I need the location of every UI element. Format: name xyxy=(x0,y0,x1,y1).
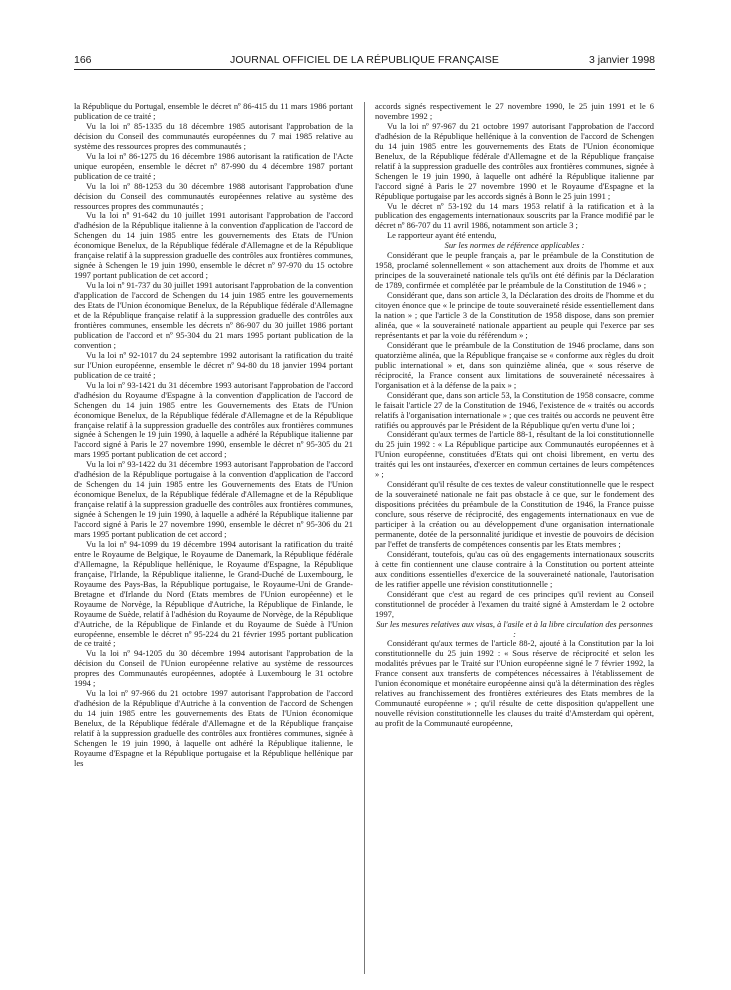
header-rule xyxy=(74,69,655,70)
paragraph: Vu la loi nº 92-1017 du 24 septembre 1992 autorisant la ratification du traité sur l'Union européenne, ensemble le décret nº 94-80 du 18 janvier 1994 portant publication de ce traité ; xyxy=(74,349,353,380)
paragraph: Vu la loi nº 91-737 du 30 juillet 1991 autorisant l'approbation de la convention d'application de l'accord de Schengen du 14 juin 1985 entre les gouvernements des Etats de l'Union économique Benelux, de la République fédérale d'Allemagne et de la République française relatif à la suppression graduelle des contrôles aux frontières communes, ensemble les décrets nº 86-907 du 30 juillet 1986 portant publication de l'accord et nº 95-304 du 21 mars 1995 portant publication de la convention ; xyxy=(74,280,353,350)
paragraph: Considérant qu'il résulte de ces textes de valeur constitutionnelle que le respect de la souveraineté nationale ne fait pas obstacle à ce que, sur le fondement des dispositions précitées du préambule de la Constitution de 1946, la France puisse conclure, sous réserve de réciprocité, des engagements internationaux en vue de participer à la création ou au développement d'une organisation internationale permanente, dotée de la personnalité juridique et investie de pouvoirs de décision par l'effet de transferts de compétences consentis par les Etats membres ; xyxy=(375,479,654,549)
paragraph: Vu la loi nº 88-1253 du 30 décembre 1988 autorisant l'approbation d'une décision du Conseil des communautés européennes relative au système des ressources propres des communautés ; xyxy=(74,180,353,211)
right-column xyxy=(375,102,654,982)
paragraph: Considérant que le peuple français a, par le préambule de la Constitution de 1958, proclamé solennellement « son attachement aux droits de l'homme et aux principes de la souveraineté nationale tels qu'ils ont été définis par la Déclaration de 1789, confirmée et complétée par le préambule de la Constitution de 1946 » ; xyxy=(375,250,654,291)
paragraph: Vu la loi nº 91-642 du 10 juillet 1991 autorisant l'approbation de l'accord d'adhésion de la République italienne à la convention d'application de l'accord de Schengen du 14 juin 1985 entre les gouvernements des Etats de l'Union économique Benelux, de la République fédérale d'Allemagne et de la République française relatif à la suppression graduelle des contrôles aux frontières communes, signée à Schengen le 19 juin 1990, ensemble le décret nº 97-970 du 15 octobre 1997 portant publication de cet accord ; xyxy=(74,210,353,281)
paragraph: Vu la loi nº 86-1275 du 16 décembre 1986 autorisant la ratification de l'Acte unique européen, ensemble le décret nº 87-990 du 4 décembre 1987 portant publication de ce traité ; xyxy=(74,150,353,181)
paragraph: Vu la loi nº 85-1335 du 18 décembre 1985 autorisant l'approbation de la décision du Conseil des communautés européennes du 7 mai 1985 relative au système des ressources propres des communautés ; xyxy=(74,120,353,151)
paragraph: la République du Portugal, ensemble le décret nº 86-415 du 11 mars 1986 portant publication de ce traité ; xyxy=(74,101,353,121)
paragraph: Considérant, toutefois, qu'au cas où des engagements internationaux souscrits à cette fin contiennent une clause contraire à la Constitution ou portent atteinte aux conditions essentielles d'exercice de la souveraineté nationale, l'autorisation de les ratifier appelle une révision constitutionnelle ; xyxy=(375,548,654,589)
paragraph: Considérant qu'aux termes de l'article 88-1, résultant de la loi constitutionnelle du 25 juin 1992 : « La République participe aux Communautés européennes et à l'Union européenne, constituées d'Etats qui ont choisi librement, en vertu des traités qui les ont instaurées, d'exercer en commun certaines de leurs compétences » ; xyxy=(375,429,654,480)
issue-date: 3 janvier 1998 xyxy=(589,54,655,66)
page-header xyxy=(74,54,655,70)
paragraph: Considérant qu'aux termes de l'article 88-2, ajouté à la Constitution par la loi constitutionnelle du 25 juin 1992 : « Sous réserve de réciprocité et selon les modalités prévues par le Traité sur l'Union européenne signé le 7 février 1992, la France consent aux transferts de compétences nécessaires à l'établissement de l'union économique et monétaire européenne ainsi qu'à la détermination des règles relatives au franchissement des frontières extérieures des Etats membres de la Communauté européenne » ; qu'il résulte de cette disposition qu'appellent une nouvelle révision constitutionnelle les clauses du traité d'Amsterdam qui opèrent, au profit de la Communauté européenne, xyxy=(375,638,654,729)
paragraph: Considérant que c'est au regard de ces principes qu'il revient au Conseil constitutionnel de procéder à l'examen du traité signé à Amsterdam le 2 octobre 1997, xyxy=(375,588,654,619)
paragraph: Sur les mesures relatives aux visas, à l'asile et à la libre circulation des personnes : xyxy=(376,618,653,639)
paragraph: Considérant que le préambule de la Constitution de 1946 proclame, dans son quatorzième alinéa, que la République française se « conforme aux règles du droit public international » et, dans son quinzième alinéa, que « sous réserve de réciprocité, la France consent aux limitations de souveraineté nécessaires à l'organisation et à la défense de la paix » ; xyxy=(375,339,654,390)
paragraph: Vu la loi nº 94-1099 du 19 décembre 1994 autorisant la ratification du traité entre le Royaume de Belgique, le Royaume de Danemark, la République fédérale d'Allemagne, la République hellénique, le Royaume d'Espagne, la République française, l'Irlande, la République italienne, le Grand-Duché de Luxembourg, le Royaume des Pays-Bas, la République portugaise, le Royaume-Uni de Grande-Bretagne et d'Irlande du Nord (Etats membres de l'Union européenne) et le Royaume de Norvège, la République d'Autriche, la République de Finlande, le Royaume de Suède, relatif à l'adhésion du Royaume de Norvège, de la République d'Autriche, de la République de Finlande et du Royaume de Suède à l'Union européenne, ensemble le décret nº 95-224 du 21 février 1995 portant publication de ce traité ; xyxy=(74,538,353,649)
paragraph: Considérant que, dans son article 3, la Déclaration des droits de l'homme et du citoyen énonce que « le principe de toute souveraineté réside essentiellement dans la nation » ; que l'article 3 de la Constitution de 1958 dispose, dans son premier alinéa, que « la souveraineté nationale appartient au peuple qui l'exerce par ses représentants et par la voie du référendum » ; xyxy=(375,290,654,340)
paragraph: Vu la loi nº 97-966 du 21 octobre 1997 autorisant l'approbation de l'accord d'adhésion de la République d'Autriche à la convention de l'accord de Schengen du 14 juin 1985 entre les gouvernements des Etats de l'Union économique Benelux, de la République fédérale d'Allemagne et de la République française relatif à la suppression graduelle des contrôles aux frontières communes, signée à Schengen le 19 juin 1990, à laquelle ont adhéré la République italienne, le Royaume d'Espagne et la République portugaise et la République hellénique par les xyxy=(74,688,353,768)
journal-title: JOURNAL OFFICIEL DE LA RÉPUBLIQUE FRANÇAISE xyxy=(230,54,499,66)
column-divider xyxy=(364,102,365,974)
left-column xyxy=(74,102,353,982)
paragraph: Le rapporteur ayant été entendu, xyxy=(387,230,497,241)
paragraph: Considérant que, dans son article 53, la Constitution de 1958 consacre, comme le faisait l'article 27 de la Constitution de 1946, l'existence de « traités ou accords relatifs à l'organisation internationale » ; que ces traités ou accords ne peuvent être ratifiés ou approuvés par le Président de la République qu'en vertu d'une loi ; xyxy=(375,389,654,430)
paragraph: accords signés respectivement le 27 novembre 1990, le 25 juin 1991 et le 6 novembre 1992 ; xyxy=(375,101,654,121)
paragraph: Vu la loi nº 93-1421 du 31 décembre 1993 autorisant l'approbation de l'accord d'adhésion du Royaume d'Espagne à la convention d'application de l'accord de Schengen du 14 juin 1985 entre les Gouvernements des Etats de l'Union économique Benelux, de la République fédérale d'Allemagne et de la République française relatif à la suppression graduelle des contrôles aux frontières communes signée à Schengen le 19 juin 1990, à laquelle a adhéré la République italienne par l'accord signé à Paris le 27 novembre 1990, ensemble le décret nº 95-305 du 21 mars 1995 portant publication de cet accord ; xyxy=(74,379,353,460)
paragraph: Vu le décret nº 53-192 du 14 mars 1953 relatif à la ratification et à la publication des engagements internationaux souscrits par la France modifié par le décret nº 86-707 du 11 avril 1986, notamment son article 3 ; xyxy=(375,200,654,231)
page-number: 166 xyxy=(74,54,92,66)
paragraph: Sur les normes de référence applicables : xyxy=(444,240,585,251)
paragraph: Vu la loi nº 94-1205 du 30 décembre 1994 autorisant l'approbation de la décision du Conseil de l'Union européenne relative au système de ressources propres des Communautés européennes, adoptée à Luxembourg le 31 octobre 1994 ; xyxy=(74,648,353,689)
paragraph: Vu la loi nº 97-967 du 21 octobre 1997 autorisant l'approbation de l'accord d'adhésion de la République hellénique à la convention de l'accord de Schengen du 14 juin 1985 entre les gouvernements des Etats de l'Union économique Benelux, de la République fédérale d'Allemagne et de la République française relatif à la suppression graduelle des contrôles aux frontières communes, signée à Schengen le 19 juin 1990, à laquelle ont adhéré la République italienne par l'accord signé à Paris le 27 novembre 1990 et le Royaume d'Espagne et la République portugaise par les accords signés à Bonn le 25 juin 1991 ; xyxy=(375,120,654,201)
paragraph: Vu la loi nº 93-1422 du 31 décembre 1993 autorisant l'approbation de l'accord d'adhésion de la République portugaise à la convention d'application de l'accord de Schengen du 14 juin 1985 entre les Gouvernements des Etats de l'Union économique Benelux, de la République fédérale d'Allemagne et de la République française relatif à la suppression graduelle des contrôles aux frontières communes, signée à Schengen le 19 juin 1990, à laquelle a adhéré la République italienne par l'accord signé à Paris le 27 novembre 1990, ensemble le décret nº 95-306 du 21 mars 1995 portant publication de cet accord ; xyxy=(74,459,353,539)
